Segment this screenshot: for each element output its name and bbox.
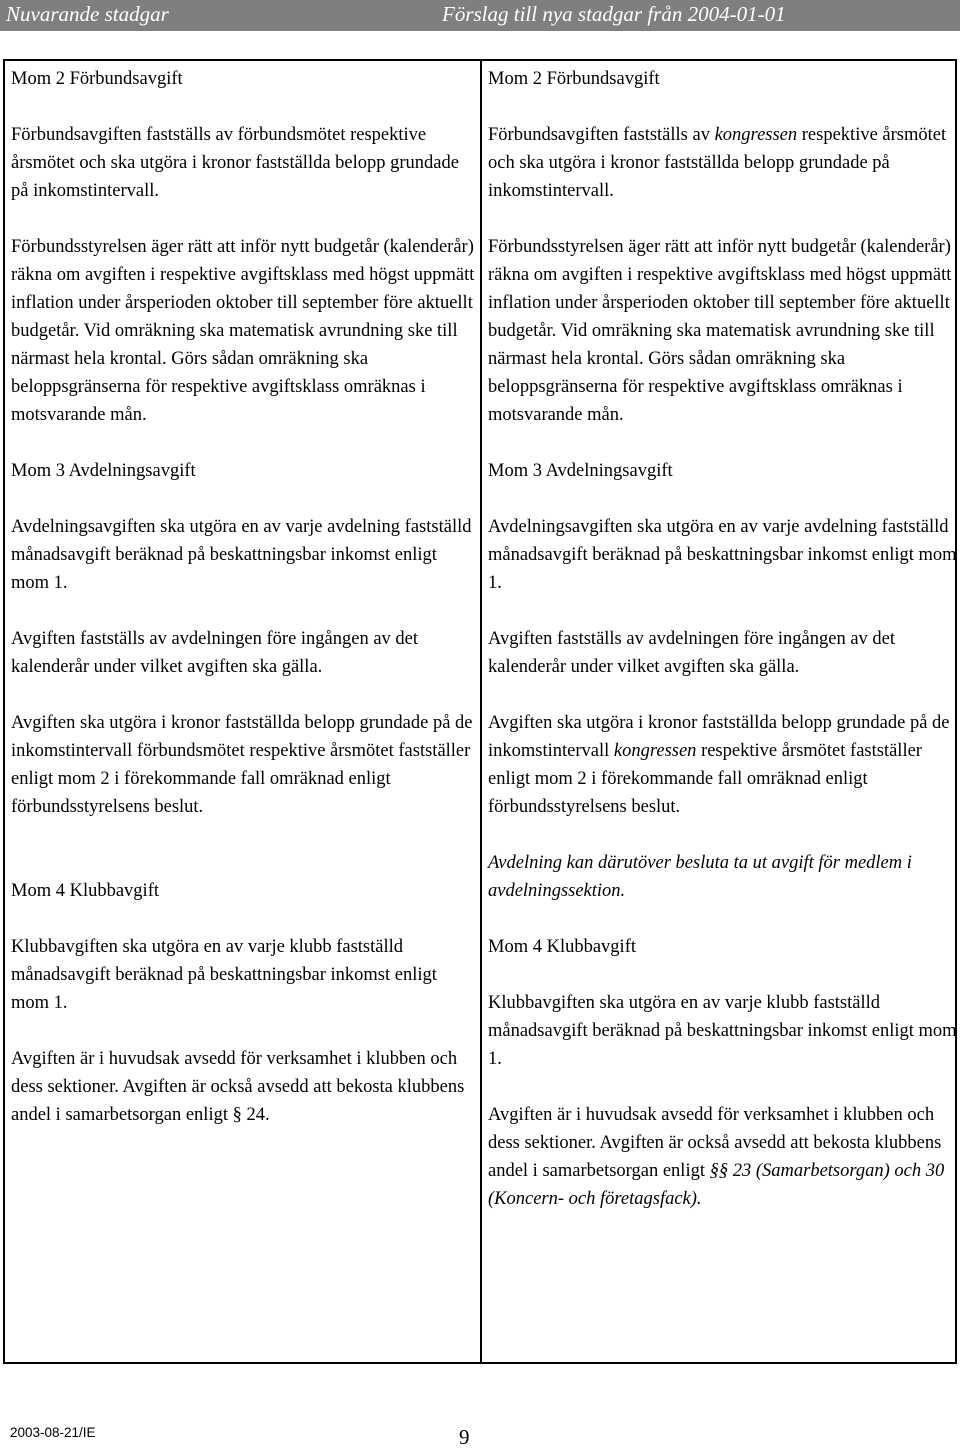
- proposed-mom4-p2-text: Avgiften är i huvudsak avsedd för verksamhet i klubben och dess sektioner. Avgiften är också avsedd att bekosta klubbens andel i samarbetsorgan enligt: [488, 1105, 942, 1181]
- proposed-mom2-p1-text-a: Förbundsavgiften fastställs av: [488, 125, 715, 145]
- proposed-mom3-p3-emphasis: kongressen: [613, 741, 697, 761]
- header-current-title: Nuvarande stadgar: [6, 2, 169, 26]
- header-bar: [0, 0, 960, 31]
- proposed-mom2-p1-text-b: respektive årsmötet och ska utgöra i kronor fastställda belopp grundade på inkomstintervall.: [488, 125, 947, 201]
- current-mom4-paragraph-1: Klubbavgiften ska utgöra en av varje klubb fastställd månadsavgift beräknad på beskattningsbar inkomst enligt mom 1.: [11, 937, 437, 1013]
- current-statutes-column: [11, 65, 477, 1129]
- proposed-mom3-paragraph-2: Avgiften fastställs av avdelningen före ingången av det kalenderår under vilket avgiften ska gälla.: [488, 629, 896, 677]
- proposed-mom4-p2-emphasis: §§ 23 (Samarbetsorgan) och 30 (Koncern- och företagsfack).: [488, 1161, 945, 1209]
- proposed-mom3-paragraph-3: [488, 709, 958, 821]
- proposed-mom3-p3-text-b: respektive årsmötet fastställer enligt mom 2 i förekommande fall omräknad enligt förbundsstyrelsens beslut.: [488, 741, 922, 817]
- current-mom3-paragraph-3: Avgiften ska utgöra i kronor fastställda belopp grundade på de inkomstintervall förbundsmötet respektive årsmötet fastställer enligt mom 2 i förekommande fall omräknad enligt förbundsstyrelsens beslut.: [11, 713, 473, 817]
- proposed-mom3-paragraph-4: [488, 849, 958, 905]
- current-mom4-paragraph-2: Avgiften är i huvudsak avsedd för verksamhet i klubben och dess sektioner. Avgiften är också avsedd att bekosta klubbens andel i samarbetsorgan enligt § 24.: [11, 1049, 465, 1125]
- page-number: 9: [459, 1425, 470, 1449]
- proposed-mom3-p4-emphasis: Avdelning kan därutöver besluta ta ut avgift för medlem i avdelningssektion.: [488, 853, 912, 901]
- proposed-mom3-heading: Mom 3 Avdelningsavgift: [488, 461, 673, 481]
- current-mom3-paragraph-1: Avdelningsavgiften ska utgöra en av varje avdelning fastställd månadsavgift beräknad på beskattningsbar inkomst enligt mom 1.: [11, 517, 472, 593]
- proposed-mom2-paragraph-1: [488, 121, 958, 205]
- current-mom3-paragraph-2: Avgiften fastställs av avdelningen före ingången av det kalenderår under vilket avgiften ska gälla.: [11, 629, 419, 677]
- header-proposed-title: Förslag till nya stadgar från 2004-01-01: [442, 2, 786, 26]
- proposed-mom2-p1-emphasis: kongressen: [714, 125, 798, 145]
- proposed-mom3-p3-text-a: Avgiften ska utgöra i kronor fastställda belopp grundade på de inkomstintervall: [488, 713, 950, 761]
- proposed-mom2-paragraph-2: Förbundsstyrelsen äger rätt att inför nytt budgetår (kalenderår) räkna om avgiften i respektive avgiftsklass med högst uppmätt inflation under årsperioden oktober till september före aktuellt budgetår. Vid omräkning ska matematisk avrundning ske till närmast hela krontal. Görs sådan omräkning ska beloppsgränserna för respektive avgiftsklass omräknas i motsvarande mån.: [488, 237, 952, 425]
- proposed-statutes-column: [488, 65, 958, 1213]
- current-mom2-paragraph-2: Förbundsstyrelsen äger rätt att inför nytt budgetår (kalenderår) räkna om avgiften i respektive avgiftsklass med högst uppmätt inflation under årsperioden oktober till september före aktuellt budgetår. Vid omräkning ska matematisk avrundning ske till närmast hela krontal. Görs sådan omräkning ska beloppsgränserna för respektive avgiftsklass omräknas i motsvarande mån.: [11, 237, 475, 425]
- comparison-table: [3, 59, 957, 1364]
- proposed-mom4-heading: Mom 4 Klubbavgift: [488, 937, 636, 957]
- proposed-mom4-paragraph-2: [488, 1101, 958, 1213]
- footer-date: 2003-08-21/IE: [10, 1425, 96, 1440]
- current-mom4-heading: Mom 4 Klubbavgift: [11, 881, 159, 901]
- current-mom3-heading: Mom 3 Avdelningsavgift: [11, 461, 196, 481]
- proposed-mom2-heading: Mom 2 Förbundsavgift: [488, 69, 660, 89]
- current-mom2-paragraph-1: Förbundsavgiften fastställs av förbundsmötet respektive årsmötet och ska utgöra i kronor fastställda belopp grundade på inkomstintervall.: [11, 125, 459, 201]
- proposed-mom3-paragraph-1: Avdelningsavgiften ska utgöra en av varje avdelning fastställd månadsavgift beräknad på beskattningsbar inkomst enligt mom 1.: [488, 517, 957, 593]
- proposed-mom4-paragraph-1: Klubbavgiften ska utgöra en av varje klubb fastställd månadsavgift beräknad på beskattningsbar inkomst enligt mom 1.: [488, 993, 957, 1069]
- column-divider: [480, 61, 482, 1362]
- current-mom2-heading: Mom 2 Förbundsavgift: [11, 69, 183, 89]
